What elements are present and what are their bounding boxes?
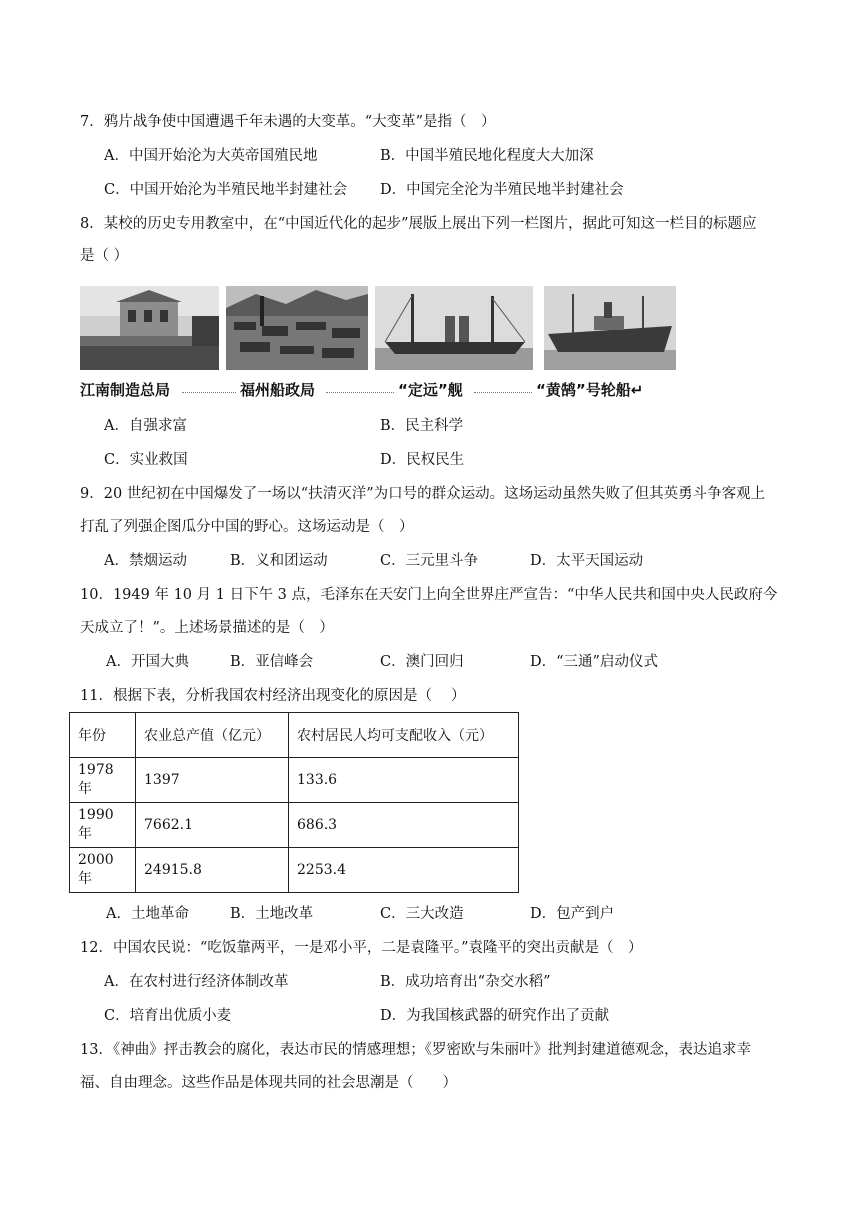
q12-stem: 12．中国农民说：“吃饭靠两平，一是邓小平，二是袁隆平。”袁隆平的突出贡献是（ ）: [80, 940, 643, 956]
table-row: [70, 758, 519, 803]
table-cell: 2253.4: [289, 848, 519, 893]
table-row: [70, 848, 519, 893]
q10-option-d: D．“三通”启动仪式: [530, 654, 658, 670]
caption-dingyuan: “定远”舰: [398, 381, 463, 399]
q8-stem-line1: 8．某校的历史专用教室中，在“中国近代化的起步”展版上展出下列一栏图片，据此可知这一栏目的标题应: [80, 216, 757, 232]
fuzhou-shipyard-photo: [226, 286, 368, 370]
table-row: [70, 803, 519, 848]
q11-option-a: A．土地革命: [106, 906, 189, 922]
table-cell: 686.3: [289, 803, 519, 848]
q9-stem-line1: 9．20 世纪初在中国爆发了一场以“扶清灭洋”为口号的群众运动。这场运动虽然失败了但其英勇斗争客观上: [80, 486, 766, 502]
q12-option-c: C．培育出优质小麦: [104, 1008, 232, 1024]
table-cell: 24915.8: [136, 848, 289, 893]
table-cell: 1978 年: [70, 758, 136, 803]
table-header-cell: 年份: [70, 713, 136, 758]
q7-option-c: C．中国开始沦为半殖民地半封建社会: [104, 182, 348, 198]
table-cell: 1990 年: [70, 803, 136, 848]
q9-option-a: A．禁烟运动: [104, 553, 187, 569]
q10-option-a: A．开国大典: [106, 654, 189, 670]
q10-option-b: B．亚信峰会: [230, 654, 314, 670]
caption-divider: [326, 392, 394, 393]
table-header-cell: 农村居民人均可支配收入（元）: [289, 713, 519, 758]
q8-stem-line2: 是（ ）: [80, 248, 129, 264]
table-cell: 133.6: [289, 758, 519, 803]
caption-jiangnan: 江南制造总局: [80, 381, 171, 399]
q12-option-d: D．为我国核武器的研究作出了贡献: [380, 1008, 610, 1024]
dingyuan-warship-photo: [375, 286, 533, 370]
q7-stem: 7．鸦片战争使中国遭遇千年未遇的大变革。“大变革”是指（ ）: [80, 114, 496, 130]
table-cell: 1397: [136, 758, 289, 803]
caption-divider: [474, 392, 532, 393]
table-header-cell: 农业总产值（亿元）: [136, 713, 289, 758]
q7-option-b: B．中国半殖民地化程度大大加深: [380, 148, 594, 164]
table-cell: 7662.1: [136, 803, 289, 848]
q8-option-c: C．实业救国: [104, 452, 188, 468]
caption-huanghu: “黄鹄”号轮船↵: [536, 381, 644, 399]
q13-stem-line2: 福、自由理念。这些作品是体现共同的社会思潮是（ ）: [80, 1075, 457, 1091]
q10-stem-line2: 天成立了！”。上述场景描述的是（ ）: [80, 620, 334, 636]
q8-image-strip: [80, 286, 680, 370]
q11-option-d: D．包产到户: [530, 906, 615, 922]
q8-option-d: D．民权民生: [380, 452, 465, 468]
q9-option-b: B．义和团运动: [230, 553, 328, 569]
q12-option-a: A．在农村进行经济体制改革: [104, 974, 289, 990]
q7-option-d: D．中国完全沦为半殖民地半封建社会: [380, 182, 624, 198]
q8-option-b: B．民主科学: [380, 418, 464, 434]
table-cell: 2000 年: [70, 848, 136, 893]
table-header-row: [70, 713, 519, 758]
q12-option-b: B．成功培育出“杂交水稻”: [380, 974, 551, 990]
caption-divider: [182, 392, 236, 393]
q13-stem-line1: 13．《神曲》抨击教会的腐化，表达市民的情感理想；《罗密欧与朱丽叶》批判封建道德观念，表达追求幸: [80, 1042, 751, 1058]
q7-option-a: A．中国开始沦为大英帝国殖民地: [104, 148, 318, 164]
huanghu-steamship-photo: [544, 286, 676, 370]
q10-option-c: C．澳门回归: [380, 654, 464, 670]
jiangnan-arsenal-photo: [80, 286, 219, 370]
q9-option-c: C．三元里斗争: [380, 553, 479, 569]
q11-data-table: [69, 712, 519, 893]
q9-option-d: D．太平天国运动: [530, 553, 644, 569]
q11-option-c: C．三大改造: [380, 906, 464, 922]
q11-option-b: B．土地改革: [230, 906, 314, 922]
caption-fuzhou: 福州船政局: [240, 381, 316, 399]
q11-stem: 11．根据下表，分析我国农村经济出现变化的原因是（ ）: [80, 688, 466, 704]
q9-stem-line2: 打乱了列强企图瓜分中国的野心。这场运动是（ ）: [80, 519, 414, 535]
q10-stem-line1: 10．1949 年 10 月 1 日下午 3 点，毛泽东在天安门上向全世界庄严宣告：“中华人民共和国中央人民政府今: [80, 587, 778, 603]
q8-option-a: A．自强求富: [104, 418, 187, 434]
